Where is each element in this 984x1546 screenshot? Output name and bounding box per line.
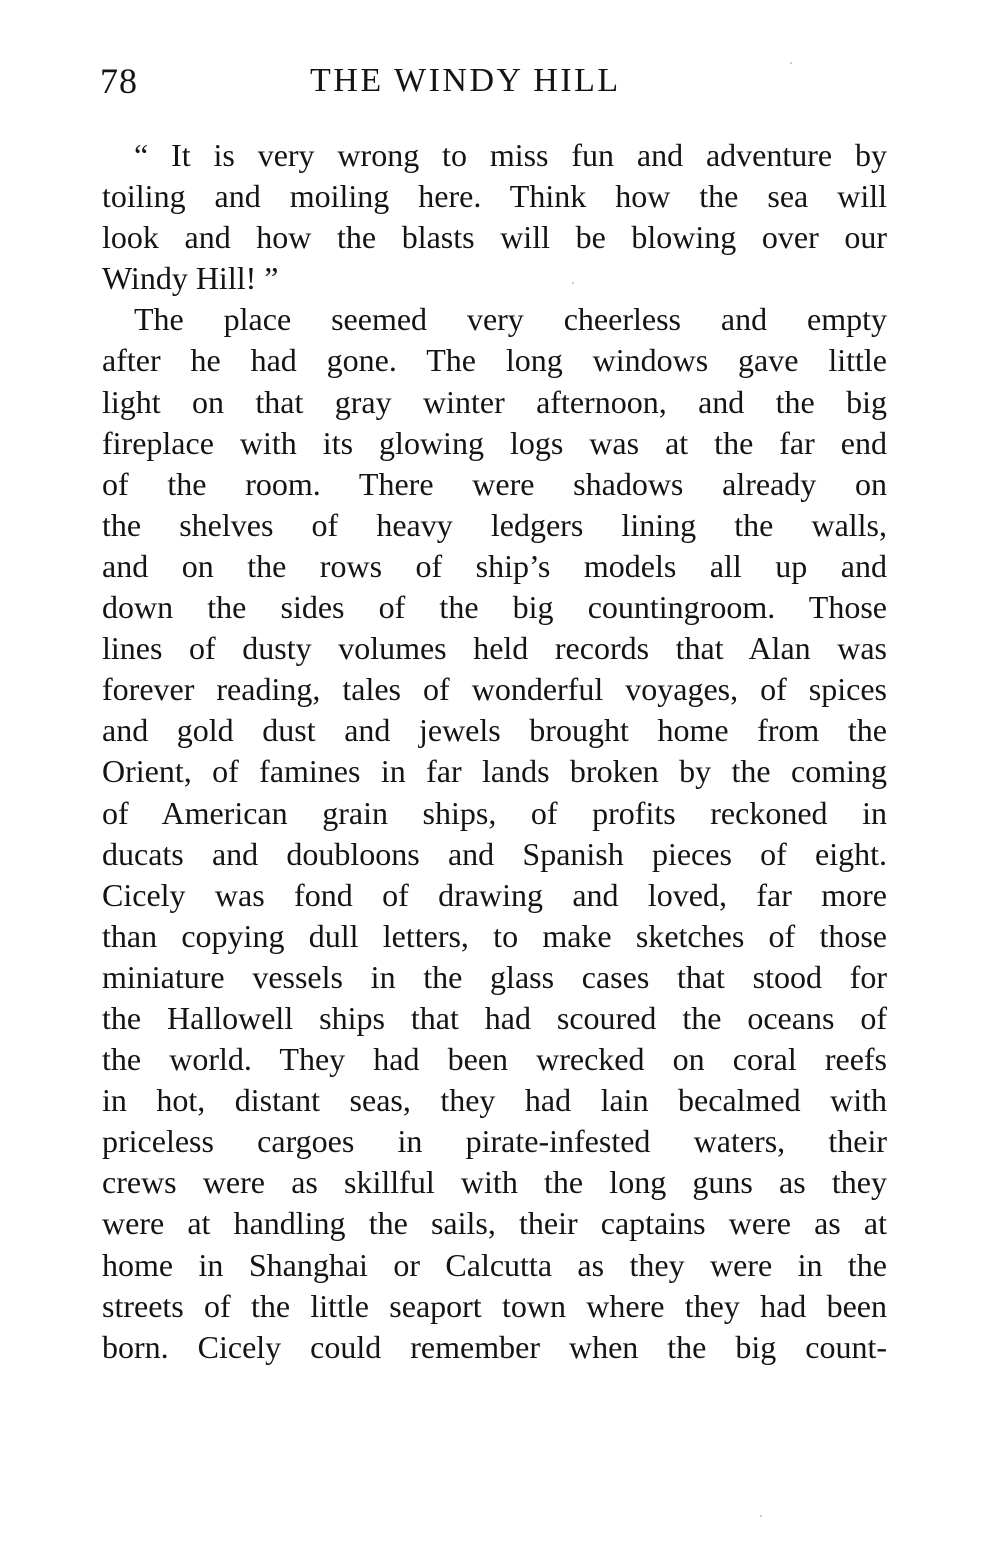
text-line: of the room. There were shadows already on (102, 465, 887, 502)
page-number: 78 (100, 61, 138, 101)
paper-speck (790, 62, 792, 64)
text-line: priceless cargoes in pirate-infested waters, their (102, 1123, 887, 1160)
text-line: miniature vessels in the glass cases that stood for (102, 958, 887, 995)
page-header (100, 56, 890, 106)
text-line: born. Cicely could remember when the big count- (102, 1328, 887, 1365)
text-line: the Hallowell ships that had scoured the oceans of (102, 999, 887, 1036)
text-line: of American grain ships, of profits reckoned in (102, 794, 887, 831)
text-line: ducats and doubloons and Spanish pieces of eight. (102, 835, 887, 872)
text-line: and gold dust and jewels brought home from the (102, 712, 887, 749)
text-line: lines of dusty volumes held records that Alan was (102, 630, 887, 667)
text-line: look and how the blasts will be blowing over our (102, 219, 887, 256)
running-title: THE WINDY HILL (310, 62, 621, 99)
text-line: the shelves of heavy ledgers lining the walls, (102, 506, 887, 543)
text-line: The place seemed very cheerless and empty (134, 301, 887, 338)
text-line: in hot, distant seas, they had lain becalmed with (102, 1082, 887, 1119)
text-line: “ It is very wrong to miss fun and adventure by (134, 137, 887, 173)
text-line: home in Shanghai or Calcutta as they were in the (102, 1246, 887, 1283)
text-line: streets of the little seaport town where they had been (102, 1287, 887, 1324)
paper-speck (572, 282, 574, 284)
text-line: down the sides of the big countingroom. Those (102, 589, 887, 626)
text-line: Windy Hill! ” (102, 260, 279, 297)
text-line: crews were as skillful with the long guns as they (102, 1164, 887, 1201)
text-line: after he had gone. The long windows gave little (102, 342, 887, 379)
text-line: light on that gray winter afternoon, and the big (102, 383, 887, 420)
text-line: than copying dull letters, to make sketches of those (102, 917, 887, 954)
text-line: Cicely was fond of drawing and loved, far more (102, 876, 887, 913)
text-line: forever reading, tales of wonderful voyages, of spices (102, 671, 887, 708)
text-line: and on the rows of ship’s models all up and (102, 547, 887, 584)
text-line: Orient, of famines in far lands broken by the coming (102, 753, 887, 790)
paper-speck (760, 1515, 762, 1517)
text-line: toiling and moiling here. Think how the sea will (102, 178, 887, 215)
text-line: the world. They had been wrecked on coral reefs (102, 1041, 887, 1078)
text-line: were at handling the sails, their captains were as at (102, 1205, 887, 1242)
body-text (102, 135, 887, 1368)
text-line: fireplace with its glowing logs was at the far end (102, 424, 887, 461)
